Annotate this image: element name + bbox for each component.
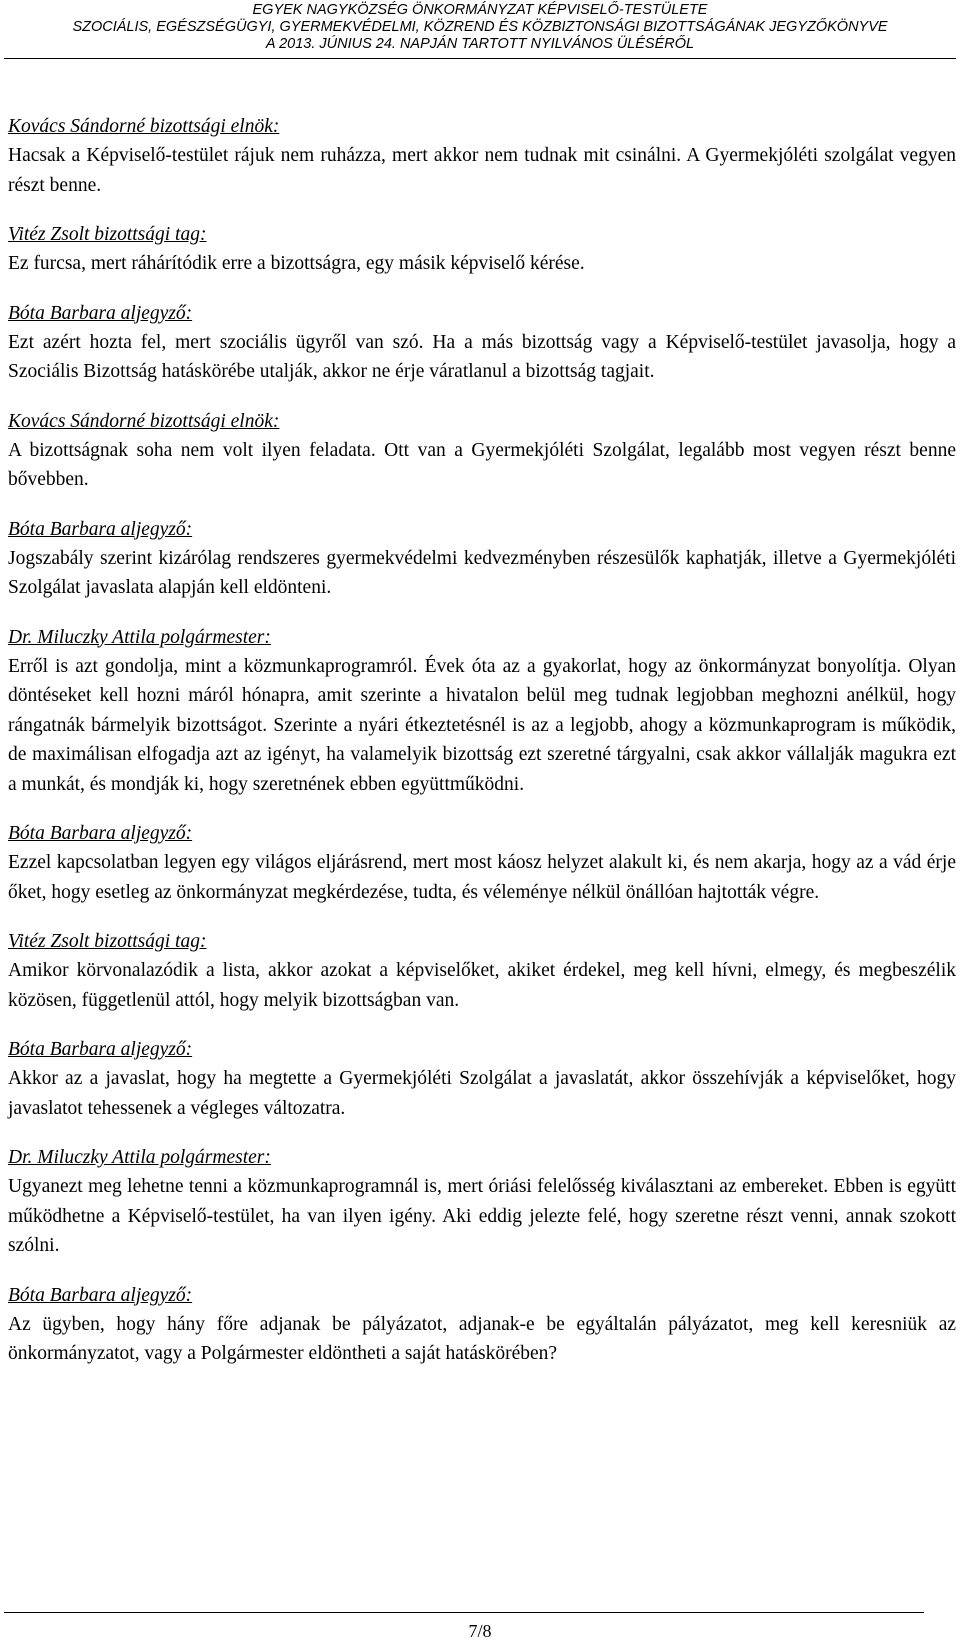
header-line-meeting-date: A 2013. JÚNIUS 24. NAPJÁN TARTOTT NYILVÁNOS ÜLÉSÉRŐL xyxy=(265,36,695,52)
speech-block xyxy=(8,515,956,603)
speech-block xyxy=(8,819,956,907)
speech-block xyxy=(8,1035,956,1123)
speech-text: Jogszabály szerint kizárólag rendszeres gyermekvédelmi kedvezményben részesülők kaphatják, illetve a Gyermekjóléti Szolgálat javaslata alapján kell eldönteni. xyxy=(8,547,956,598)
speech-text: Ez furcsa, mert ráhárítódik erre a bizottságra, egy másik képviselő kérése. xyxy=(8,253,585,274)
speech-block xyxy=(8,220,956,279)
speech-text: Ugyanezt meg lehetne tenni a közmunkaprogramnál is, mert óriási felelősség kiválasztani az embereket. Ebben is együtt működhetne a Képviselő-testület, ha van ilyen igény. Aki eddig jelezte felé, hogy szeretne részt venni, annak szokott szólni. xyxy=(8,1176,956,1256)
page-number: 7/8 xyxy=(468,1621,492,1641)
speaker-name: Kovács Sándorné bizottsági elnök: xyxy=(8,116,280,137)
speaker-name: Bóta Barbara aljegyző: xyxy=(8,518,193,540)
header-line-committee: SZOCIÁLIS, EGÉSZSÉGÜGYI, GYERMEKVÉDELMI, KÖZREND ÉS KÖZBIZTONSÁGI BIZOTTSÁGÁNAK JEGYZŐKÖNYVE xyxy=(72,19,888,35)
speech-text: A bizottságnak soha nem volt ilyen feladata. Ott van a Gyermekjóléti Szolgálat, legalább most vegyen részt benne bővebben. xyxy=(8,439,956,490)
speaker-name: Bóta Barbara aljegyző: xyxy=(8,1039,193,1060)
speech-text: Az ügyben, hogy hány főre adjanak be pályázatot, adjanak-e be egyáltalán pályázatot, meg kell keresniük az önkormányzatot, vagy a Polgármester eldöntheti a saját hatáskörében? xyxy=(8,1313,956,1364)
speaker-name: Vitéz Zsolt bizottsági tag: xyxy=(8,224,207,245)
speaker-name: Dr. Miluczky Attila polgármester: xyxy=(8,626,271,648)
speech-text: Hacsak a Képviselő-testület rájuk nem ruházza, mert akkor nem tudnak mit csinálni. A Gyermekjóléti szolgálat vegyen részt benne. xyxy=(8,145,956,196)
page-header xyxy=(0,2,960,53)
speech-block xyxy=(8,112,956,200)
speech-text: Ezzel kapcsolatban legyen egy világos eljárásrend, mert most káosz helyzet alakult ki, és nem akarja, hogy az a vád érje őket, hogy esetleg az önkormányzat megkérdezése, tudta, és véleménye nélkül önállóan hajtották végre. xyxy=(8,852,956,903)
speech-text: Ezt azért hozta fel, mert szociális ügyről van szó. Ha a más bizottság vagy a Képviselő-testület javasolja, hogy a Szociális Bizottság hatáskörébe utalják, akkor ne érje váratlanul a bizottság tagjait. xyxy=(8,331,956,382)
speaker-name: Bóta Barbara aljegyző: xyxy=(8,302,193,324)
speech-block xyxy=(8,927,956,1015)
speaker-name: Bóta Barbara aljegyző: xyxy=(8,1284,193,1306)
speech-text: Amikor körvonalazódik a lista, akkor azokat a képviselőket, akiket érdekel, meg kell hívni, elmegy, és megbeszélik közösen, függetlenül attól, hogy melyik bizottságban van. xyxy=(8,960,956,1011)
speech-block xyxy=(8,1281,956,1369)
speech-block xyxy=(8,623,956,800)
speaker-name: Vitéz Zsolt bizottsági tag: xyxy=(8,931,207,952)
speaker-name: Dr. Miluczky Attila polgármester: xyxy=(8,1147,271,1168)
speech-block xyxy=(8,1143,956,1261)
footer-divider xyxy=(4,1612,924,1613)
header-divider xyxy=(4,58,956,59)
speech-text: Erről is azt gondolja, mint a közmunkaprogramról. Évek óta az a gyakorlat, hogy az önkormányzat bonyolítja. Olyan döntéseket kell hozni máról hónapra, amit szerinte a hivatalon belül meg tudnak legjobban meghozni anélkül, hogy rángatnák bármelyik bizottságot. Szerinte a nyári étkeztetésnél is az a legjobb, ahogy a közmunkaprogram is működik, de maximálisan elfogadja azt az igényt, ha valamelyik bizottság ezt szeretné tárgyalni, csak akkor vállalják magukra ezt a munkát, és mondják ki, hogy szeretnének ebben együttműködni. xyxy=(8,655,956,795)
speech-text: Akkor az a javaslat, hogy ha megtette a Gyermekjóléti Szolgálat a javaslatát, akkor összehívják a képviselőket, hogy javaslatot tehessenek a végleges változatra. xyxy=(8,1068,956,1119)
speaker-name: Kovács Sándorné bizottsági elnök: xyxy=(8,410,280,432)
speech-block xyxy=(8,407,956,495)
speaker-name: Bóta Barbara aljegyző: xyxy=(8,823,193,844)
speech-block xyxy=(8,299,956,387)
minutes-body xyxy=(8,112,956,1389)
header-line-council: EGYEK NAGYKÖZSÉG ÖNKORMÁNYZAT KÉPVISELŐ-TESTÜLETE xyxy=(252,2,708,18)
